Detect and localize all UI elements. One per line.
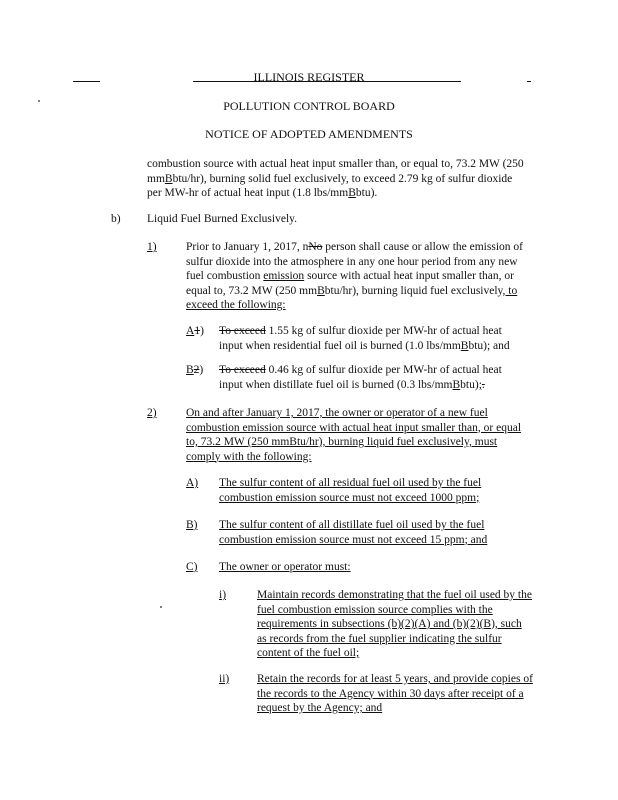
subitem-ii-text	[257, 672, 533, 716]
text-line: Retain the records for at least 5 years, and provide copies of	[257, 673, 533, 685]
text-run: )	[199, 364, 204, 376]
text-line: content of the fuel oil;	[257, 647, 360, 659]
intro-line: combustion source with actual heat input smaller than, or equal to, 73.2 MW (250	[147, 158, 524, 170]
item-label	[186, 363, 203, 378]
subsection-2-text	[186, 406, 521, 464]
text-line: combustion emission source with actual heat input smaller than, or equal	[186, 421, 522, 434]
text-line: comply with the following:	[186, 450, 312, 463]
text-line: On and after January 1, 2017, the owner or operator of a new fuel	[186, 407, 488, 419]
text-run: source with actual heat input smaller than, or	[304, 270, 514, 282]
inserted-text: B	[317, 284, 325, 297]
text-line: fuel combustion emission source complies with the	[257, 603, 493, 616]
section-label: b)	[111, 213, 121, 225]
text-line	[219, 378, 502, 393]
text-line: Maintain records demonstrating that the fuel oil used by the	[257, 589, 532, 601]
item-label: C)	[186, 561, 198, 573]
text-run: btu/hr), burning solid fuel exclusively, to exceed 2.79 kg of sulfur dioxide	[172, 172, 513, 185]
deleted-text: 1	[194, 325, 201, 337]
text-run: mm	[147, 172, 165, 185]
text-line: as records from the fuel supplier indicating the sulfur	[257, 632, 502, 645]
text-line: combustion emission source must not exceed 1000 ppm;	[219, 491, 480, 504]
text-line: requirements in subsections (b)(2)(A) and (b)(2)(B), such	[257, 618, 522, 630]
inserted-text: B	[348, 187, 356, 199]
subitem-label: ii)	[219, 673, 230, 685]
subsection-1-text	[186, 240, 523, 313]
item-label: A)	[186, 477, 199, 489]
text-run: person shall cause or allow the emission of	[322, 241, 523, 253]
subsection-label: 2)	[147, 407, 157, 419]
item-2C-text: The owner or operator must:	[219, 561, 351, 573]
inserted-text: ;	[478, 378, 482, 391]
text-run: 1.55 kg of sulfur dioxide per MW-hr of actual heat	[265, 325, 502, 337]
text-line: request by the Agency; and	[257, 702, 383, 714]
deleted-text: To exceed	[219, 325, 266, 337]
notice-title: NOTICE OF ADOPTED AMENDMENTS	[205, 127, 413, 141]
text-line: The sulfur content of all residual fuel oil used by the fuel	[219, 477, 482, 489]
text-run: B	[186, 364, 194, 376]
text-line	[186, 240, 523, 255]
inserted-text: B	[452, 378, 461, 391]
text-run: btu); and	[468, 339, 510, 352]
section-heading: Liquid Fuel Burned Exclusively.	[147, 213, 298, 225]
text-run: input when distillate fuel oil is burned (0.3 lbs/mm	[219, 378, 453, 391]
text-line: exceed the following:	[186, 299, 286, 311]
text-run: A	[186, 325, 195, 337]
text-run: fuel combustion	[186, 270, 264, 282]
deleted-text: To exceed	[219, 364, 266, 376]
subitem-label: i)	[219, 589, 227, 601]
intro-line	[147, 186, 524, 201]
inserted-text: emission	[263, 270, 305, 282]
text-run: per MW-hr of actual heat input (1.8 lbs/mm	[147, 187, 349, 199]
text-line: the records to the Agency within 30 days after receipt of a	[257, 687, 524, 700]
text-run: )	[200, 325, 204, 337]
text-run: btu/hr), burning liquid fuel exclusively	[324, 284, 503, 297]
text-line: The sulfur content of all distillate fuel oil used by the fuel	[219, 519, 485, 531]
intro-paragraph	[147, 157, 524, 201]
subsection-label: 1)	[147, 241, 157, 253]
subitem-i-text	[257, 588, 532, 661]
inserted-text: B	[460, 339, 469, 352]
deleted-text: .	[481, 378, 485, 391]
text-run: equal to, 73.2 MW (250 mm	[186, 284, 318, 297]
text-line	[186, 284, 523, 299]
item-A-text	[219, 324, 510, 353]
intro-line	[147, 172, 524, 187]
item-2A-text	[219, 476, 481, 505]
text-line	[219, 363, 502, 378]
text-run: Prior to January 1, 2017, n	[186, 241, 309, 253]
text-run: btu).	[355, 187, 378, 199]
deleted-text: 2	[193, 364, 200, 376]
item-label	[186, 324, 204, 339]
item-2B-text	[219, 518, 487, 547]
text-run: btu)	[460, 378, 479, 391]
text-line: to, 73.2 MW (250 mmBtu/hr), burning liquid fuel exclusively, must	[186, 436, 498, 448]
board-name: POLLUTION CONTROL BOARD	[223, 99, 395, 113]
scan-speck	[160, 606, 162, 608]
inserted-text: B	[164, 172, 173, 185]
text-run: 0.46 kg of sulfur dioxide per MW-hr of actual heat	[265, 364, 502, 376]
text-line	[219, 339, 510, 354]
text-line: combustion emission source must not exceed 15 ppm; and	[219, 533, 488, 546]
deleted-text: No	[308, 241, 323, 253]
text-line	[219, 324, 510, 339]
item-label: B)	[186, 519, 198, 531]
text-line: sulfur dioxide into the atmosphere in any one hour period from any new	[186, 255, 518, 268]
page-title: ILLINOIS REGISTER	[253, 70, 365, 84]
text-run: input when residential fuel oil is burned (1.0 lbs/mm	[219, 339, 461, 352]
inserted-text: , to	[502, 284, 518, 297]
text-line	[186, 269, 523, 284]
item-B-text	[219, 363, 502, 392]
